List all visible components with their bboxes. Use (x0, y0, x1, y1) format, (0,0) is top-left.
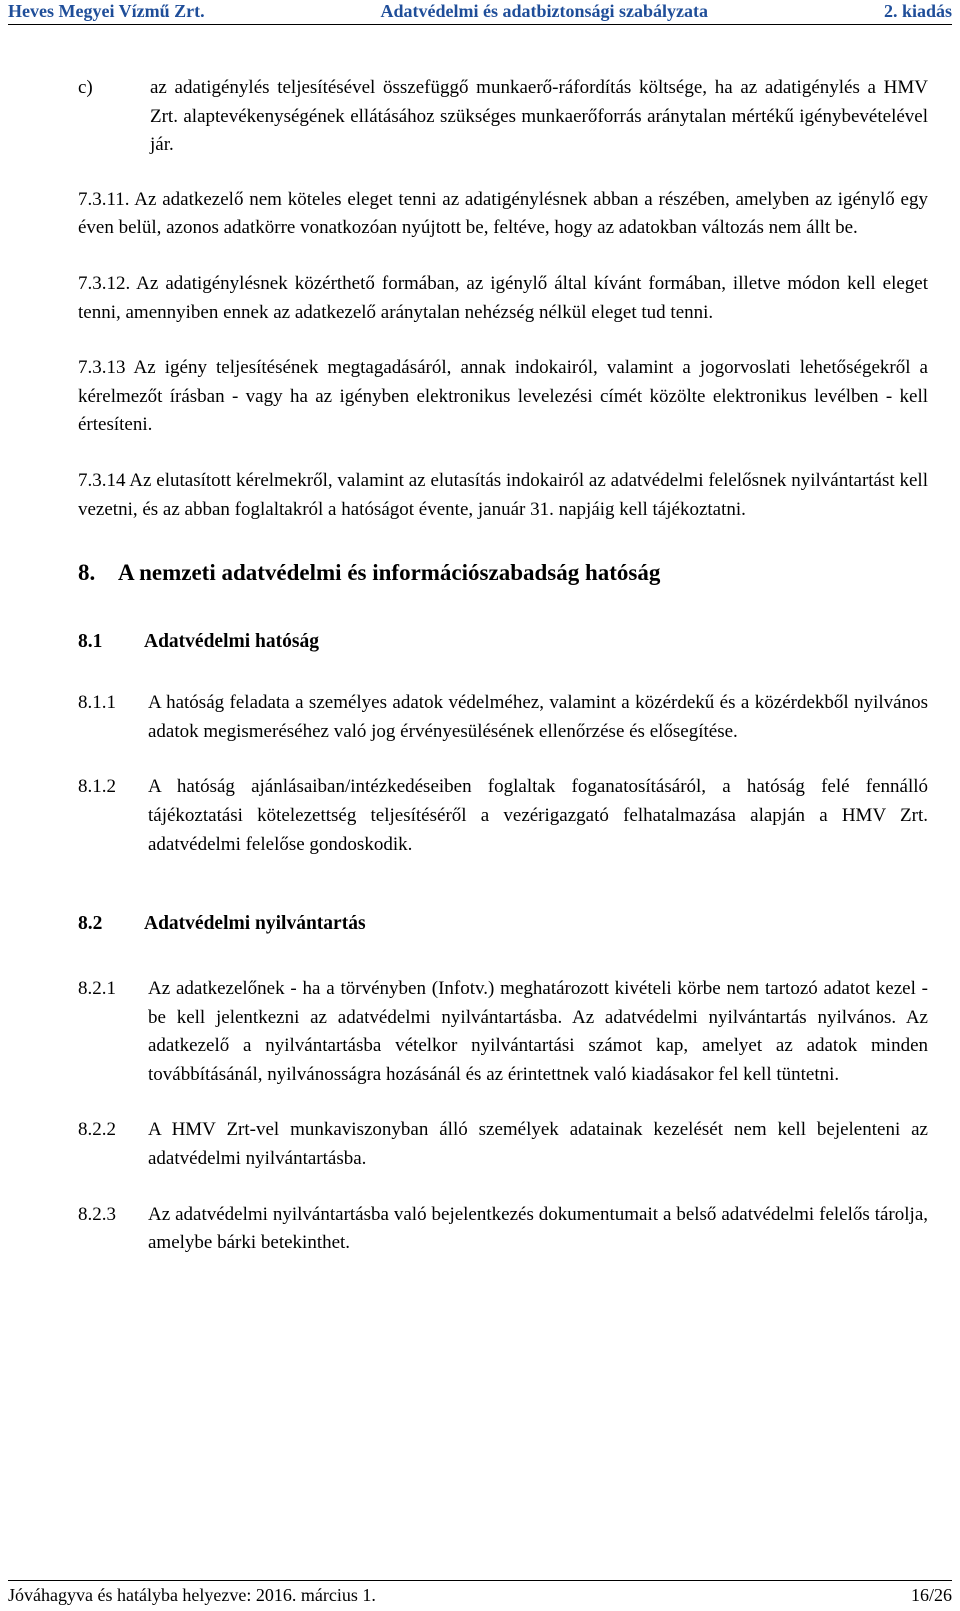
heading-number: 8.1 (78, 631, 103, 653)
page-number: 16/26 (910, 1585, 952, 1605)
section-text: A HMV Zrt-vel munkaviszonyban álló személyek adatainak kezelését nem kell bejelenteni az adatvédelmi nyilvántartásba. (148, 1119, 928, 1170)
section-8-2-3 (78, 1201, 928, 1258)
company-name: Heves Megyei Vízmű Zrt. (8, 1, 205, 21)
section-text: A hatóság feladata a személyes adatok védelméhez, valamint a közérdekű és a közérdekből nyilvános adatok megismeréséhez való jog érvényesülésének ellenőrzése és elősegítése. (148, 692, 928, 742)
section-number: 8.2.3 (78, 1203, 116, 1225)
heading-number: 8.2 (78, 913, 103, 935)
section-8-2-1 (78, 975, 928, 1089)
section-number: 8.1.1 (78, 692, 116, 714)
section-text: Az adatvédelmi nyilvántartásba való bejelentkezés dokumentumait a belső adatvédelmi felelős tárolja, amelybe bárki betekinthet. (148, 1203, 928, 1254)
list-item-c (78, 74, 928, 160)
heading-section-8-1 (78, 628, 928, 656)
paragraph-7-3-12: 7.3.12. Az adatigénylésnek közérthető formában, az igénylő által kívánt formában, illetve módon kell eleget tenni, amennyiben ennek az adatkezelő aránytalan nehézség nélkül eleget tud tenni. (78, 272, 928, 323)
heading-text: Adatvédelmi hatóság (144, 631, 319, 653)
document-body (78, 34, 928, 1258)
edition-label: 2. kiadás (883, 1, 952, 21)
paragraph-7-3-14: 7.3.14 Az elutasított kérelmekről, valamint az elutasítás indokairól az adatvédelmi felelősnek nyilvántartást kell vezetni, és az abban foglaltakról a hatóságot évente, január 31. napjáig kell tájékoztatni. (78, 469, 928, 520)
list-item-label: c) (78, 77, 93, 98)
heading-section-8 (78, 558, 928, 588)
page-footer (8, 1580, 952, 1611)
section-8-1-1 (78, 689, 928, 746)
section-text: Az adatkezelőnek - ha a törvényben (Infotv.) meghatározott kivételi körbe nem tartozó adatot kezel - be kell jelentkezni az adatvédelmi nyilvántartásba. Az adatvédelmi nyilvántartás nyilvános. Az adatkezelő a nyilvántartásba vételkor nyilvántartási számot kap, amelyet az adatok minden továbbításánál, nyilvánosságra hozásánál és az érintettnek való kiadásakor fel kell tüntetni. (148, 978, 928, 1085)
heading-number: 8. (78, 560, 96, 586)
heading-section-8-2 (78, 910, 928, 938)
heading-text: A nemzeti adatvédelmi és információszabadság hatóság (118, 560, 661, 586)
section-8-1-2 (78, 773, 928, 859)
page-header (8, 0, 952, 25)
section-number: 8.2.2 (78, 1119, 116, 1141)
heading-text: Adatvédelmi nyilvántartás (144, 913, 366, 935)
section-number: 8.1.2 (78, 776, 116, 798)
section-8-2-2 (78, 1116, 928, 1173)
list-item-text: az adatigénylés teljesítésével összefüggő munkaerő-ráfordítás költsége, ha az adatigénylés a HMV Zrt. alaptevékenységének ellátásához szükséges munkaerőforrás aránytalan mértékű igénybevételével jár. (150, 77, 928, 156)
section-text: A hatóság ajánlásaiban/intézkedéseiben foglaltak foganatosításáról, a hatóság felé fennálló tájékoztatási kötelezettség teljesítéséről a vezérigazgató felhatalmazása alapján a HMV Zrt. adatvédelmi felelőse gondoskodik. (148, 776, 928, 855)
paragraph-7-3-13: 7.3.13 Az igény teljesítésének megtagadásáról, annak indokairól, valamint a jogorvoslati lehetőségekről a kérelmezőt írásban - vagy ha az igényben elektronikus levelezési címét közölte elektronikus levélben - kell értesíteni. (78, 357, 928, 436)
paragraph-7-3-11: 7.3.11. Az adatkezelő nem köteles eleget tenni az adatigénylésnek abban a részében, amelyben az igénylő egy éven belül, azonos adatkörre vonatkozóan nyújtott be, feltéve, hogy az adatokban változás nem állt be. (78, 188, 928, 239)
section-number: 8.2.1 (78, 978, 116, 1000)
approval-date: Jóváhagyva és hatályba helyezve: 2016. március 1. (8, 1585, 376, 1605)
document-title: Adatvédelmi és adatbiztonsági szabályzata (380, 1, 709, 21)
